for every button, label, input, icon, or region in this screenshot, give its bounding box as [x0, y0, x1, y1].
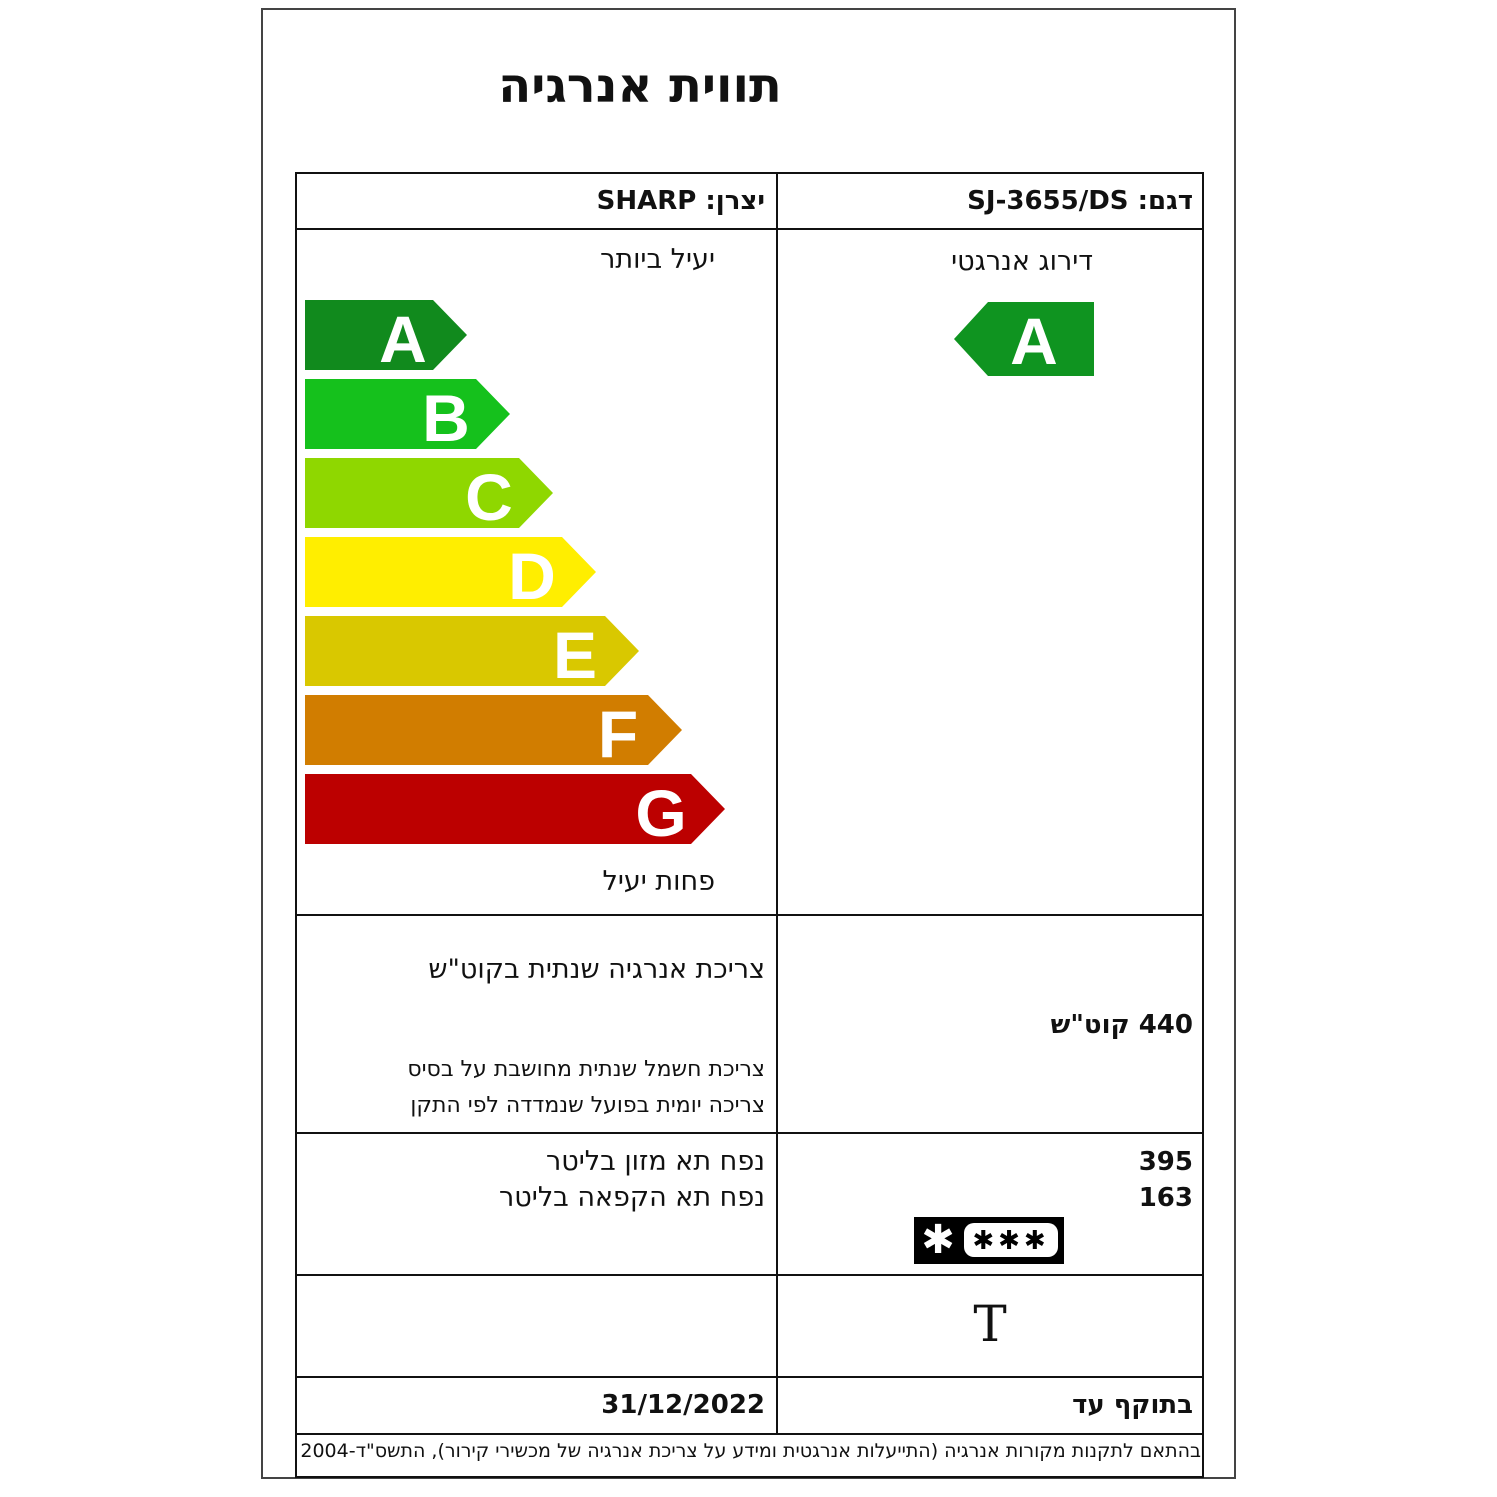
scale-class-a [305, 300, 467, 376]
row-divider [295, 914, 1204, 916]
row-divider [295, 228, 1204, 230]
four-star-freezer-icon [914, 1217, 1064, 1264]
scale-class-b [305, 379, 510, 455]
energy-rating-label: דירוג אנרגטי [951, 246, 1093, 277]
scale-bar-c [305, 458, 553, 528]
scale-class-f [305, 695, 682, 771]
rating-class-letter: A [1010, 304, 1058, 378]
scale-letter-g: G [635, 776, 687, 850]
consumption-note-line-2: צריכה יומית בפועל שנמדדה לפי התקן [410, 1093, 765, 1118]
freezer-star-large-icon: ✱ [921, 1217, 955, 1263]
scale-class-e [305, 616, 639, 692]
energy-rating-arrow [954, 302, 1096, 378]
scale-class-g [305, 774, 725, 850]
regulation-footer: בהתאם לתקנות מקורות אנרגיה (התייעלות אנרגטית ומידע על צריכת אנרגיה של מכשירי קירור), התשס"ד-2004 [300, 1440, 1201, 1462]
most-efficient-label: יעיל ביותר [600, 244, 715, 275]
label-title: תווית אנרגיה [498, 58, 782, 114]
scale-letter-d: D [508, 539, 556, 613]
least-efficient-label: פחות יעיל [602, 866, 715, 897]
efficiency-scale [305, 300, 725, 860]
freezer-volume-value: 163 [1138, 1183, 1193, 1213]
fresh-volume-value: 395 [1138, 1147, 1193, 1177]
row-divider [295, 1132, 1204, 1134]
annual-consumption-label: צריכת אנרגיה שנתית בקוט"ש [428, 954, 765, 985]
scale-class-d [305, 537, 596, 613]
row-divider [295, 1376, 1204, 1378]
column-divider [776, 172, 778, 1435]
validity-date: 31/12/2022 [601, 1390, 765, 1420]
scale-class-c [305, 458, 553, 534]
scale-letter-c: C [465, 460, 513, 534]
scale-letter-e: E [552, 618, 598, 692]
scale-letter-f: F [597, 697, 639, 771]
fresh-volume-label: נפח תא מזון בליטר [546, 1146, 765, 1177]
scale-letter-b: B [422, 381, 470, 455]
model-field: דגם: SJ-3655/DS [967, 186, 1193, 216]
climate-class: T [973, 1295, 1007, 1353]
validity-label: בתוקף עד [1072, 1390, 1193, 1420]
freezer-stars-box-icon: ✱✱✱ [964, 1223, 1058, 1257]
row-divider [295, 1274, 1204, 1276]
scale-bar-b [305, 379, 510, 449]
freezer-volume-label: נפח תא הקפאה בליטר [499, 1182, 765, 1213]
annual-consumption-value: 440 קוט"ש [1050, 1010, 1193, 1040]
scale-letter-a: A [379, 302, 427, 376]
manufacturer-field: יצרן: SHARP [596, 186, 765, 216]
consumption-note-line-1: צריכת חשמל שנתית מחושבת על בסיס [407, 1057, 765, 1082]
row-divider [295, 1433, 1204, 1435]
